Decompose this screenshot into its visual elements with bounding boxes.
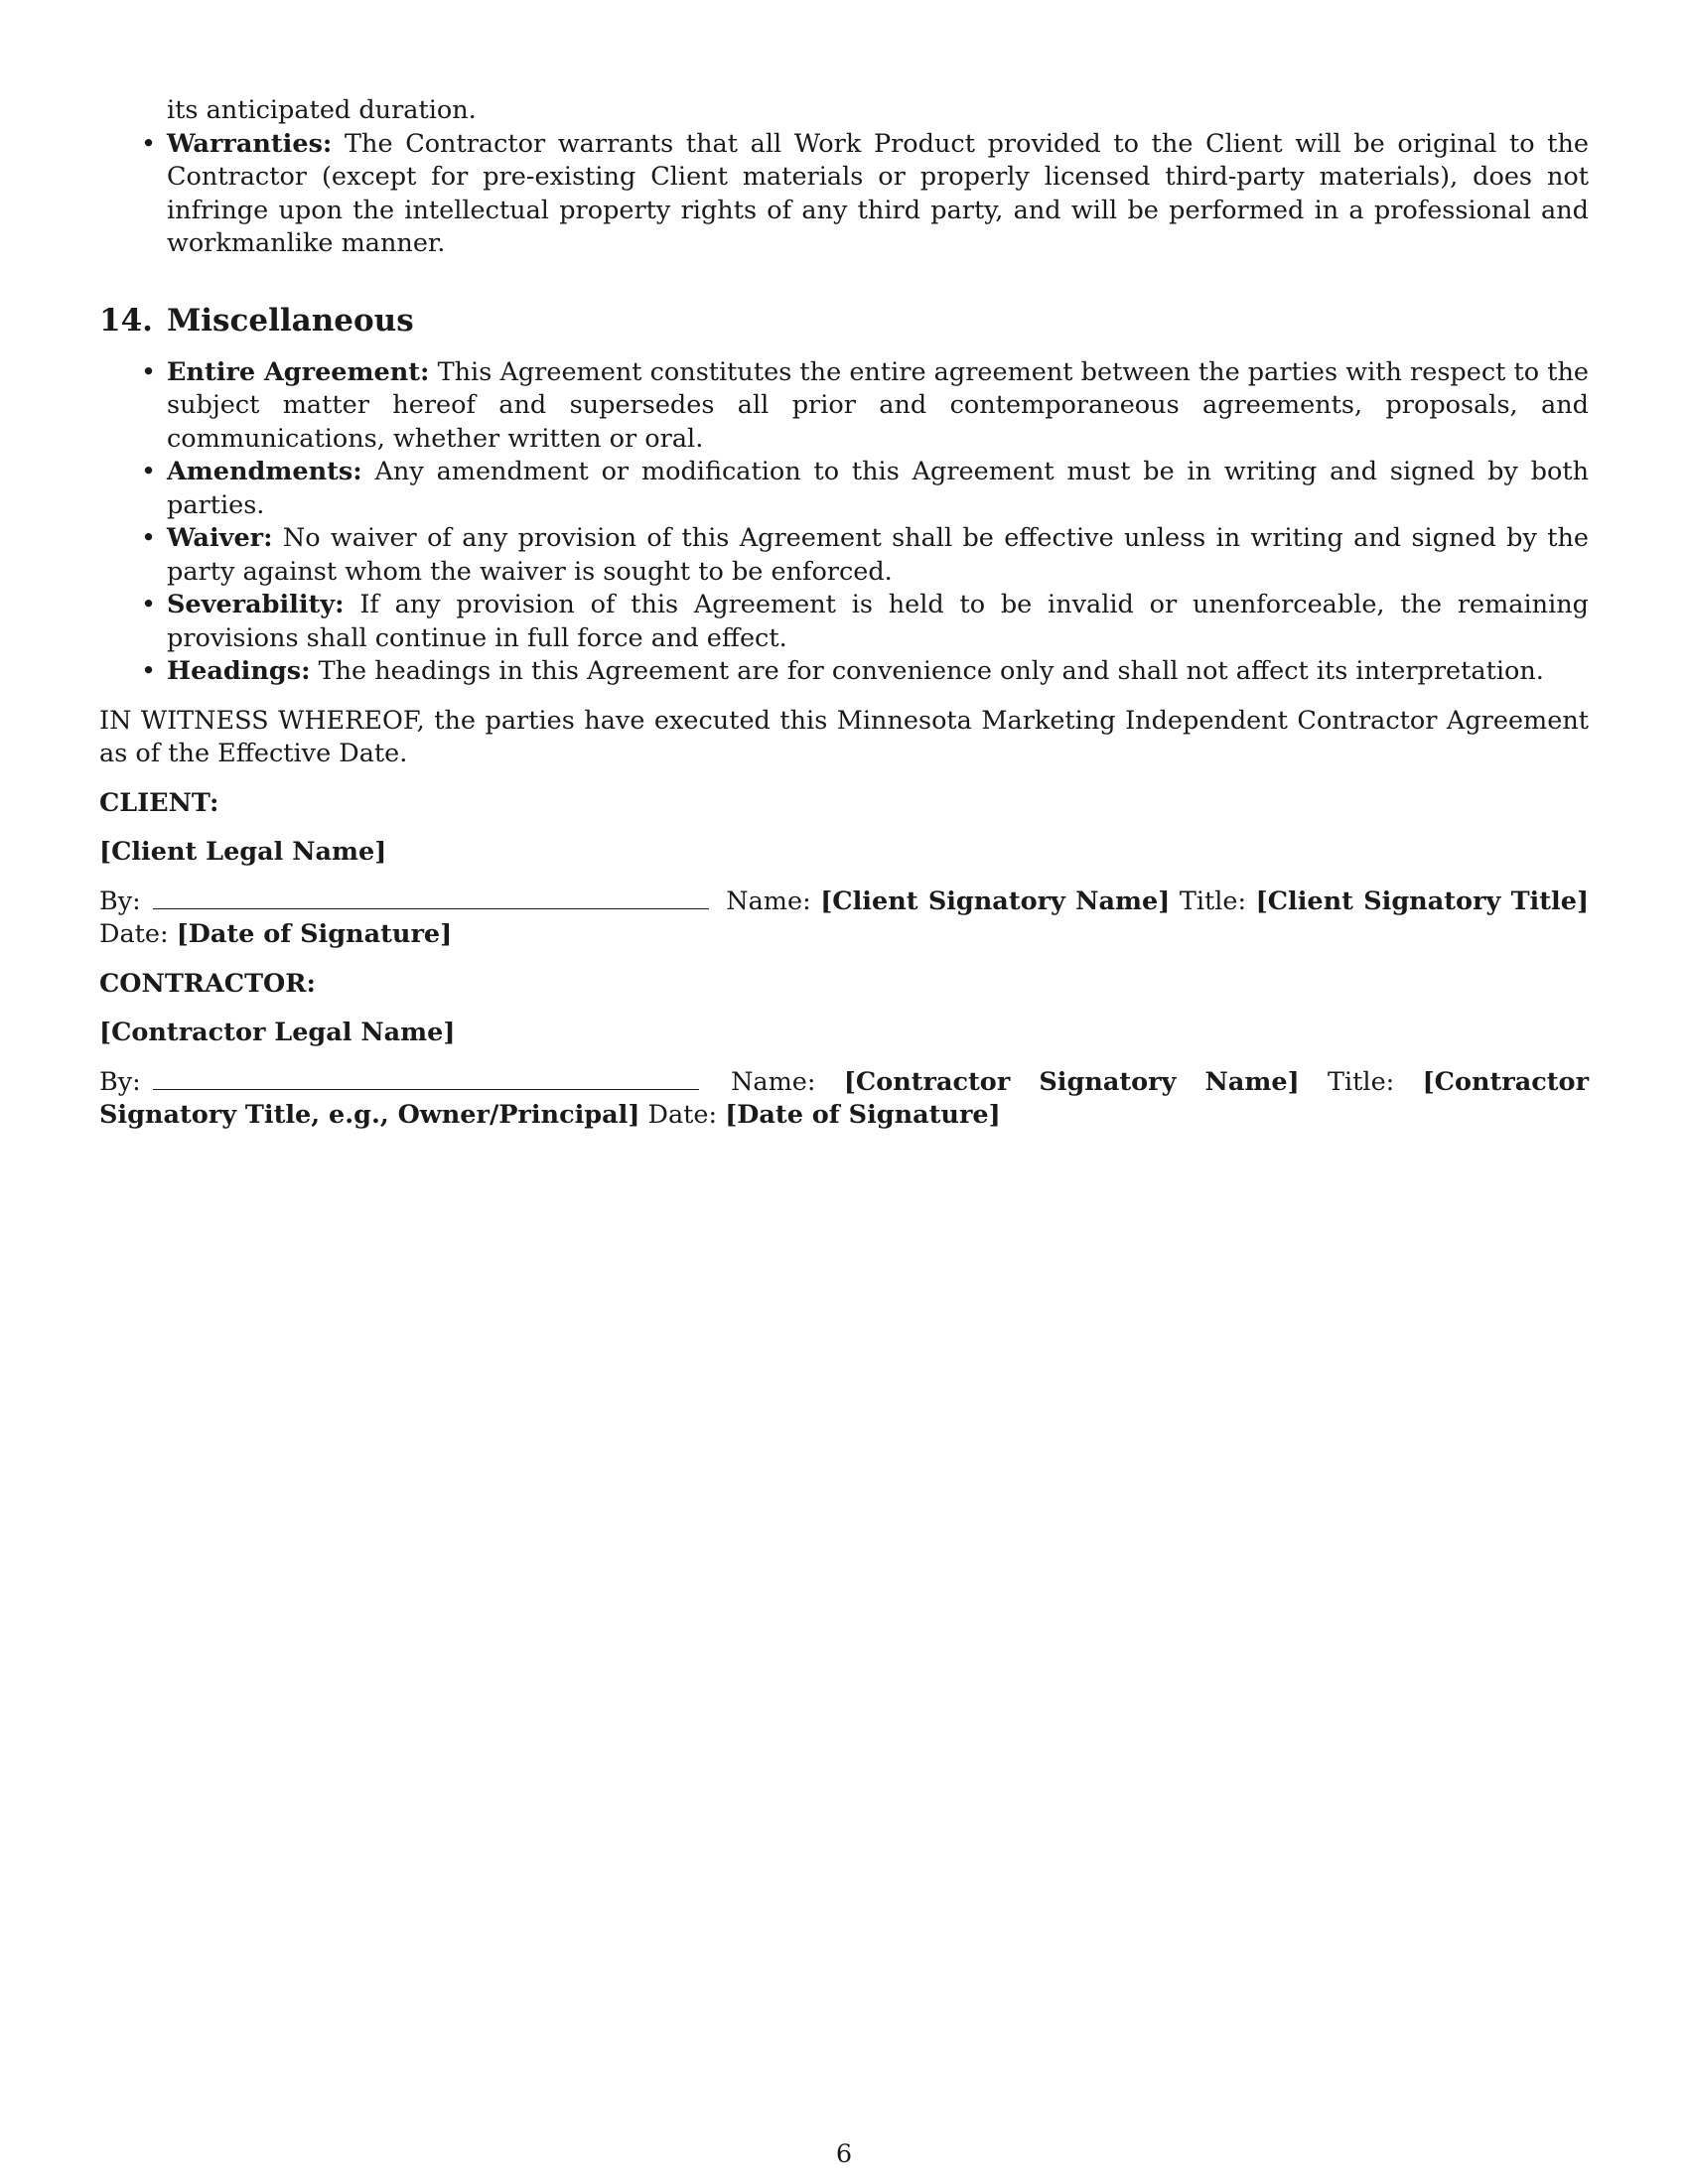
list-item-entire-agreement bbox=[167, 356, 1589, 457]
item-text: No waiver of any provision of this Agreement shall be effective unless in writing and signed by the party against whom the waiver is sought to be enforced. bbox=[167, 523, 1590, 587]
contractor-signature-date: [Date of Signature] bbox=[725, 1100, 1001, 1130]
contractor-heading: CONTRACTOR: bbox=[99, 968, 316, 999]
contractor-signatory-title: [Contractor Signatory Title, e.g., Owner/Principal] bbox=[99, 1066, 1590, 1130]
document-page bbox=[99, 94, 1589, 1133]
by-label: By: bbox=[99, 886, 141, 916]
title-label: Title: bbox=[1328, 1066, 1395, 1097]
witness-paragraph: IN WITNESS WHEREOF, the parties have executed this Minnesota Marketing Independent Contractor Agreement as of the Effective Date. bbox=[99, 705, 1589, 768]
contractor-signatory-name: [Contractor Signatory Name] bbox=[843, 1066, 1300, 1097]
list-item-waiver bbox=[167, 522, 1589, 589]
section-heading bbox=[99, 301, 1589, 341]
client-heading: CLIENT: bbox=[99, 787, 219, 818]
list-item-headings bbox=[167, 655, 1589, 689]
item-text: Any amendment or modification to this Agreement must be in writing and signed by both parties. bbox=[167, 457, 1590, 520]
date-label: Date: bbox=[647, 1100, 718, 1130]
item-label: Entire Agreement: bbox=[167, 356, 430, 387]
name-label: Name: bbox=[731, 1066, 816, 1097]
item-label: Amendments: bbox=[167, 457, 362, 486]
name-label: Name: bbox=[726, 886, 811, 916]
page-number: 6 bbox=[835, 2139, 853, 2169]
warranties-list bbox=[99, 128, 1589, 261]
item-text: If any provision of this Agreement is held to be invalid or unenforceable, the remaining provisions shall continue in full force and effect. bbox=[167, 590, 1589, 653]
contractor-signature-line[interactable] bbox=[153, 1067, 699, 1090]
item-label: Headings: bbox=[167, 656, 311, 686]
contractor-signature-block bbox=[99, 1066, 1589, 1133]
client-signature-line[interactable] bbox=[153, 887, 709, 909]
client-signatory-name: [Client Signatory Name] bbox=[820, 886, 1171, 916]
item-text: The Contractor warrants that all Work Product provided to the Client will be original to the Contractor (except for pre-existing Client materials or properly licensed third-party materials), does not infringe upon the intellectual property rights of any third party, and will be performed in a professional and workmanlike manner. bbox=[167, 128, 1589, 258]
by-label: By: bbox=[99, 1066, 141, 1097]
client-legal-name: [Client Legal Name] bbox=[99, 837, 387, 867]
list-item-severability bbox=[167, 589, 1589, 655]
section-title: Miscellaneous bbox=[166, 302, 414, 339]
item-text: The headings in this Agreement are for convenience only and shall not affect its interpretation. bbox=[318, 656, 1544, 686]
continuation-text: its anticipated duration. bbox=[167, 95, 477, 125]
list-item-warranties bbox=[167, 128, 1589, 261]
title-label: Title: bbox=[1179, 886, 1247, 916]
client-signature-date: [Date of Signature] bbox=[176, 919, 453, 949]
client-signature-block bbox=[99, 886, 1589, 952]
contractor-legal-name: [Contractor Legal Name] bbox=[99, 1018, 456, 1047]
item-label: Severability: bbox=[167, 590, 345, 619]
client-signatory-title: [Client Signatory Title] bbox=[1255, 886, 1590, 916]
item-label: Warranties: bbox=[167, 128, 333, 159]
list-item-amendments bbox=[167, 456, 1589, 522]
item-text: This Agreement constitutes the entire agreement between the parties with respect to the subject matter hereof and supersedes all prior and contemporaneous agreements, proposals, and communications, whether written or oral. bbox=[167, 356, 1590, 454]
miscellaneous-list bbox=[99, 356, 1589, 689]
section-number: 14. bbox=[99, 302, 153, 339]
date-label: Date: bbox=[99, 919, 169, 949]
item-label: Waiver: bbox=[167, 523, 273, 553]
